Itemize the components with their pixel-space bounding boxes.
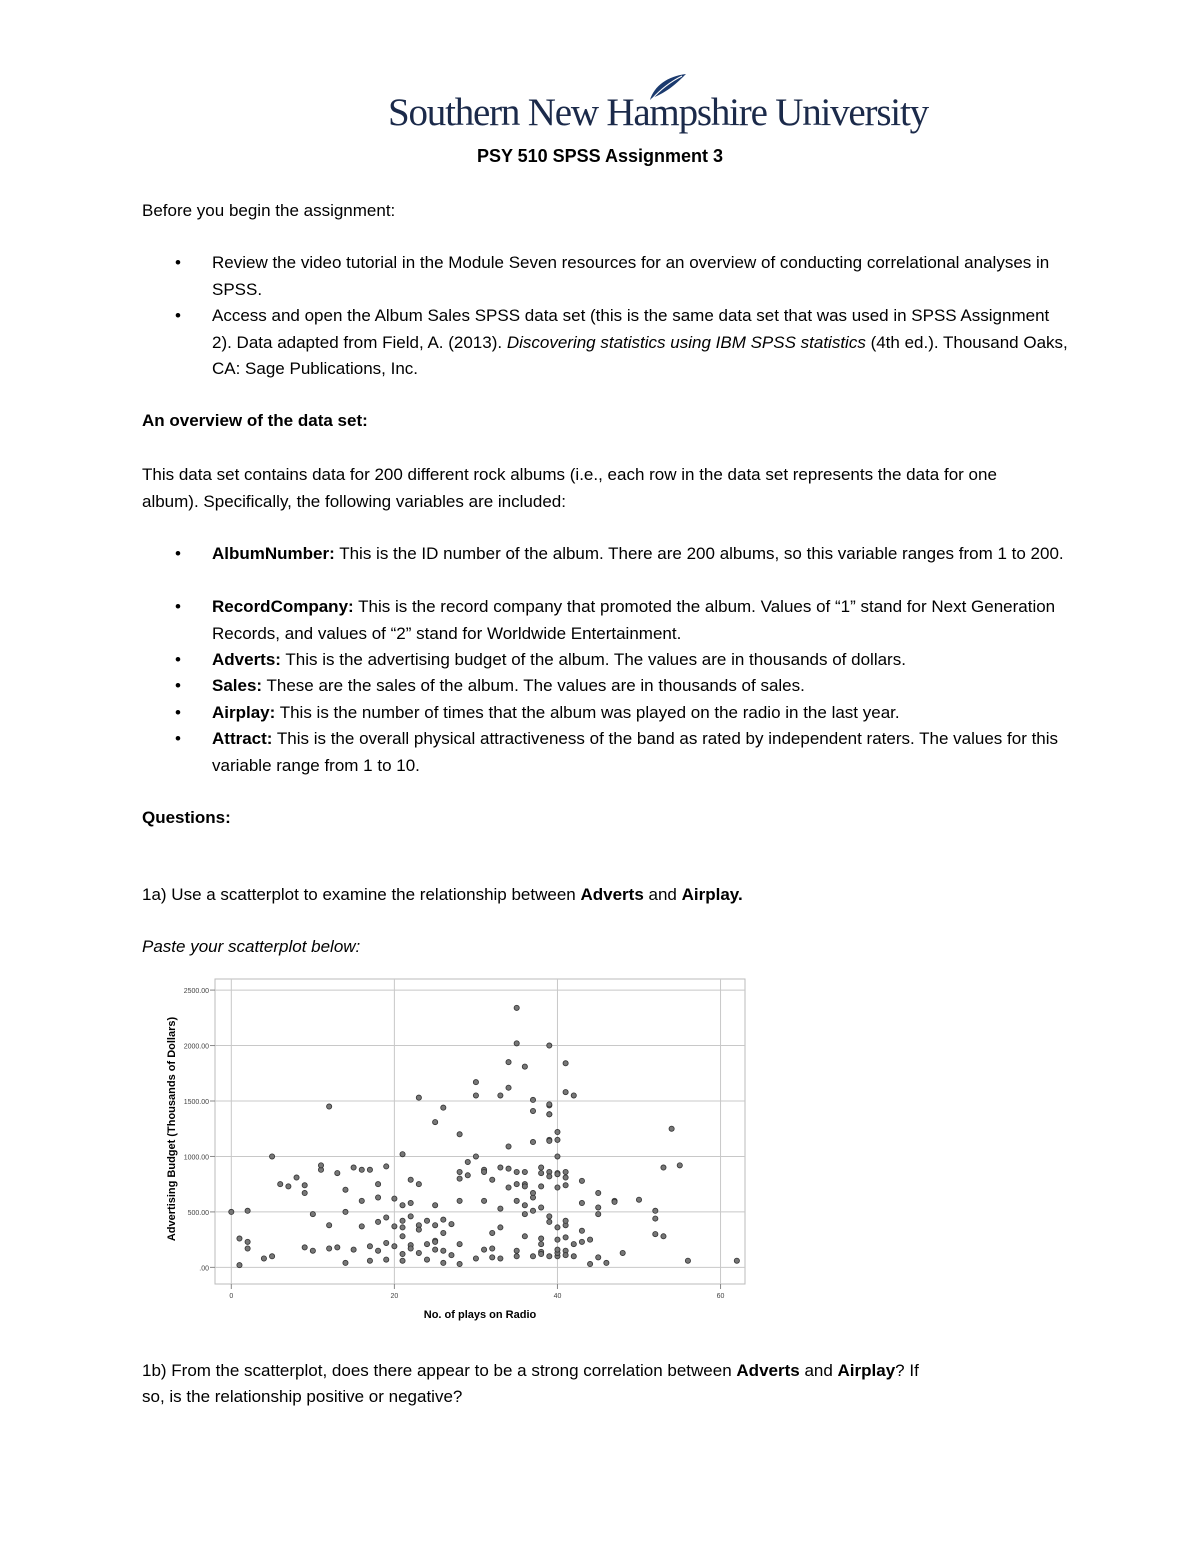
scatter-point [685, 1258, 690, 1263]
scatter-point [522, 1212, 527, 1217]
scatter-point [506, 1144, 511, 1149]
scatter-point [579, 1200, 584, 1205]
scatter-point [661, 1234, 666, 1239]
x-tick-label: 0 [229, 1293, 234, 1300]
y-axis-label: Advertising Budget (Thousands of Dollars) [166, 1016, 178, 1242]
scatter-point [424, 1218, 429, 1223]
paste-instruction: Paste your scatterplot below: [142, 937, 361, 956]
scatter-point [400, 1203, 405, 1208]
scatter-point [310, 1212, 315, 1217]
q1b-var-airplay: Airplay [837, 1361, 896, 1380]
scatter-point [530, 1139, 535, 1144]
scatter-point [400, 1251, 405, 1256]
scatter-point [522, 1203, 527, 1208]
variable-desc: This is the advertising budget of the album. The values are in thousands of dollars. [280, 650, 906, 669]
scatter-point [416, 1250, 421, 1255]
scatter-point [653, 1208, 658, 1213]
questions-heading: Questions: [142, 808, 231, 827]
variable-term: Adverts: [212, 650, 281, 669]
scatter-point [596, 1205, 601, 1210]
scatter-point [539, 1184, 544, 1189]
scatter-point [384, 1257, 389, 1262]
variable-term: Attract: [212, 729, 273, 748]
bullet-icon: • [175, 703, 181, 722]
scatter-point [473, 1093, 478, 1098]
x-axis-label: No. of plays on Radio [423, 1309, 537, 1321]
quill-leaf-icon [640, 72, 690, 102]
scatter-point [669, 1126, 674, 1131]
scatter-point [522, 1169, 527, 1174]
q1a-text: 1a) Use a scatterplot to examine the relationship between [142, 885, 581, 904]
scatter-point [563, 1061, 568, 1066]
scatter-point [359, 1224, 364, 1229]
scatter-point [245, 1246, 250, 1251]
scatter-point [547, 1138, 552, 1143]
scatter-point [522, 1234, 527, 1239]
scatter-point [416, 1095, 421, 1100]
scatter-point [335, 1245, 340, 1250]
document-title: PSY 510 SPSS Assignment 3 [476, 146, 724, 166]
scatter-point [359, 1198, 364, 1203]
scatter-point [579, 1239, 584, 1244]
scatter-point [563, 1235, 568, 1240]
x-tick-label: 20 [390, 1293, 399, 1300]
scatter-point [490, 1177, 495, 1182]
scatter-point [612, 1199, 617, 1204]
scatter-point [269, 1154, 274, 1159]
variable-desc: These are the sales of the album. The values are in thousands of sales. [262, 676, 805, 695]
scatter-point [318, 1163, 323, 1168]
scatter-point [579, 1228, 584, 1233]
scatter-point [457, 1176, 462, 1181]
scatter-point [367, 1258, 372, 1263]
scatter-point [481, 1247, 486, 1252]
scatter-point [229, 1209, 234, 1214]
scatter-point [367, 1244, 372, 1249]
scatter-point [547, 1102, 552, 1107]
scatter-point [327, 1223, 332, 1228]
q1b-if: ? If [895, 1361, 919, 1380]
scatter-point [465, 1173, 470, 1178]
scatter-point [539, 1205, 544, 1210]
scatter-point [384, 1240, 389, 1245]
question-1b [142, 1358, 919, 1384]
scatter-point [465, 1159, 470, 1164]
scatter-point [571, 1241, 576, 1246]
variable-desc: This is the number of times that the album was played on the radio in the last year. [275, 703, 900, 722]
scatter-point [555, 1237, 560, 1242]
scatter-point [490, 1255, 495, 1260]
scatter-point [734, 1258, 739, 1263]
scatter-point [506, 1085, 511, 1090]
scatter-point [433, 1223, 438, 1228]
variable-item-recordcompany [212, 594, 1072, 647]
scatter-point [530, 1108, 535, 1113]
scatter-point [457, 1261, 462, 1266]
scatter-point [351, 1165, 356, 1170]
scatter-point [441, 1105, 446, 1110]
scatter-point [392, 1196, 397, 1201]
variable-term: AlbumNumber: [212, 544, 335, 563]
scatter-point [620, 1250, 625, 1255]
scatter-point [530, 1190, 535, 1195]
scatter-point [473, 1154, 478, 1159]
variable-desc: This is the overall physical attractiveness of the band as rated by independent raters. The values for this variable range from 1 to 10. [212, 729, 1059, 775]
variable-desc: This is the record company that promoted the album. Values of “1” stand for Next Generation Records, and values of “2” stand for Worldwide Entertainment. [212, 597, 1056, 643]
scatter-point [587, 1237, 592, 1242]
y-tick-label: .00 [199, 1265, 209, 1273]
y-tick-label: 2000.00 [183, 1043, 209, 1051]
scatter-point [441, 1260, 446, 1265]
scatter-point [539, 1170, 544, 1175]
scatter-point [441, 1217, 446, 1222]
scatter-point [490, 1230, 495, 1235]
scatter-point [596, 1212, 601, 1217]
overview-heading: An overview of the data set: [142, 411, 368, 430]
variable-item-airplay [212, 700, 1072, 727]
scatter-point [596, 1190, 601, 1195]
scatter-point [514, 1182, 519, 1187]
scatter-point [367, 1167, 372, 1172]
variable-term: Airplay: [212, 703, 276, 722]
variable-item-sales [212, 673, 1072, 700]
variable-term: Sales: [212, 676, 263, 695]
scatter-point [563, 1175, 568, 1180]
scatter-point [490, 1246, 495, 1251]
question-1b-line2: so, is the relationship positive or negative? [142, 1387, 463, 1406]
scatter-point [400, 1218, 405, 1223]
scatter-point [408, 1214, 413, 1219]
question-1a [142, 882, 743, 908]
scatter-point [498, 1093, 503, 1098]
scatter-point [400, 1258, 405, 1263]
scatter-point [563, 1253, 568, 1258]
scatter-point [563, 1169, 568, 1174]
scatter-point [555, 1129, 560, 1134]
scatter-point [286, 1184, 291, 1189]
bullet-icon: • [175, 597, 181, 616]
scatter-point [653, 1231, 658, 1236]
scatter-point [302, 1183, 307, 1188]
scatter-point [424, 1257, 429, 1262]
scatter-point [351, 1247, 356, 1252]
scatter-point [408, 1177, 413, 1182]
scatter-point [392, 1244, 397, 1249]
y-tick-label: 1000.00 [183, 1154, 209, 1162]
q1a-and: and [643, 885, 682, 904]
scatter-point [555, 1247, 560, 1252]
scatter-point [375, 1195, 380, 1200]
scatter-point [237, 1236, 242, 1241]
bullet-icon: • [175, 544, 181, 563]
scatter-point [530, 1254, 535, 1259]
scatter-point [392, 1224, 397, 1229]
scatter-point [506, 1185, 511, 1190]
scatterplot [155, 975, 755, 1335]
bullet-icon: • [175, 306, 181, 325]
scatter-point [506, 1166, 511, 1171]
intro-bullet-1: Review the video tutorial in the Module Seven resources for an overview of conducting correlational analyses in SPSS. [212, 253, 1050, 299]
variable-item-albumnumber [212, 541, 1072, 568]
scatter-point [522, 1184, 527, 1189]
scatter-point [343, 1260, 348, 1265]
scatter-point [596, 1255, 601, 1260]
scatter-point [433, 1119, 438, 1124]
scatter-point [514, 1198, 519, 1203]
university-logo [388, 72, 928, 134]
y-tick-label: 1500.00 [183, 1099, 209, 1106]
x-tick-label: 40 [553, 1293, 562, 1300]
scatter-point [237, 1263, 242, 1268]
scatter-point [547, 1174, 552, 1179]
logo-text: Southern New Hampshire University [388, 91, 928, 134]
scatter-point [514, 1169, 519, 1174]
bullet-icon: • [175, 650, 181, 669]
scatter-point [343, 1187, 348, 1192]
scatter-point [587, 1261, 592, 1266]
scatter-point [400, 1234, 405, 1239]
scatter-point [302, 1190, 307, 1195]
scatter-point [441, 1230, 446, 1235]
scatter-point [555, 1137, 560, 1142]
bullet-icon: • [175, 676, 181, 695]
scatter-point [400, 1152, 405, 1157]
q1b-text: 1b) From the scatterplot, does there appear to be a strong correlation between [142, 1361, 737, 1380]
scatter-point [661, 1165, 666, 1170]
scatter-point [539, 1241, 544, 1246]
scatter-point [563, 1090, 568, 1095]
scatter-point [473, 1080, 478, 1085]
scatter-point [278, 1182, 283, 1187]
scatter-point [327, 1246, 332, 1251]
scatter-point [530, 1208, 535, 1213]
scatter-point [433, 1239, 438, 1244]
scatter-point [449, 1253, 454, 1258]
scatter-point [539, 1236, 544, 1241]
scatter-point [555, 1154, 560, 1159]
scatter-point [473, 1256, 478, 1261]
scatter-point [555, 1185, 560, 1190]
q1a-var-airplay: Airplay. [681, 885, 743, 904]
scatter-point [294, 1175, 299, 1180]
intro-lead: Before you begin the assignment: [142, 201, 396, 220]
scatter-point [457, 1241, 462, 1246]
scatter-point [359, 1167, 364, 1172]
scatter-point [547, 1214, 552, 1219]
scatter-point [310, 1248, 315, 1253]
scatter-point [302, 1245, 307, 1250]
scatter-point [555, 1172, 560, 1177]
scatter-point [441, 1248, 446, 1253]
scatter-point [375, 1248, 380, 1253]
scatter-point [498, 1256, 503, 1261]
scatter-point [335, 1170, 340, 1175]
book-title: Discovering statistics using IBM SPSS statistics [506, 332, 866, 352]
scatter-point [375, 1182, 380, 1187]
bullet-icon: • [175, 253, 181, 272]
scatter-point [433, 1247, 438, 1252]
scatter-point [408, 1200, 413, 1205]
scatter-point [375, 1219, 380, 1224]
scatter-point [555, 1225, 560, 1230]
scatter-point [269, 1254, 274, 1259]
variable-term: RecordCompany: [212, 597, 354, 616]
bullet2-text-a: Access and open the Album Sales SPSS data set (this is the same data set that was used in SPSS Assignment 2). Data adapted from Field, A. (2013). [212, 306, 1050, 352]
variable-desc: This is the ID number of the album. There are 200 albums, so this variable ranges from 1 to 200. [334, 544, 1064, 563]
scatter-point [400, 1225, 405, 1230]
variable-item-adverts [212, 647, 1072, 674]
scatter-point [498, 1206, 503, 1211]
scatter-point [416, 1182, 421, 1187]
scatter-point [547, 1112, 552, 1117]
scatter-point [653, 1216, 658, 1221]
scatter-point [547, 1254, 552, 1259]
scatter-point [457, 1132, 462, 1137]
scatter-point [571, 1093, 576, 1098]
scatter-point [604, 1260, 609, 1265]
scatter-point [514, 1254, 519, 1259]
scatter-point [449, 1222, 454, 1227]
bullet-icon: • [175, 729, 181, 748]
bullet2-text-b: (4th ed.). Thousand Oaks, CA: Sage Publications, Inc. [212, 332, 1068, 378]
scatter-point [261, 1256, 266, 1261]
scatter-point [579, 1178, 584, 1183]
intro-bullet-2 [212, 303, 1072, 383]
scatter-point [539, 1251, 544, 1256]
scatter-point [636, 1197, 641, 1202]
scatter-point [547, 1043, 552, 1048]
scatter-point [563, 1183, 568, 1188]
scatter-point [498, 1225, 503, 1230]
scatter-point [481, 1198, 486, 1203]
scatter-point [343, 1209, 348, 1214]
scatter-point [514, 1248, 519, 1253]
scatter-point [539, 1165, 544, 1170]
scatter-point [245, 1239, 250, 1244]
scatter-point [547, 1219, 552, 1224]
scatter-point [457, 1169, 462, 1174]
scatter-point [384, 1164, 389, 1169]
scatter-point [433, 1203, 438, 1208]
scatter-point [327, 1104, 332, 1109]
y-tick-label: 500.00 [187, 1209, 209, 1217]
scatter-point [408, 1246, 413, 1251]
variable-item-attract [212, 726, 1072, 779]
scatter-point [424, 1241, 429, 1246]
y-tick-label: 2500.00 [183, 988, 209, 996]
scatter-point [571, 1254, 576, 1259]
scatter-point [514, 1005, 519, 1010]
scatter-point [514, 1041, 519, 1046]
scatter-point [522, 1064, 527, 1069]
scatter-point [384, 1215, 389, 1220]
q1a-var-adverts: Adverts [580, 885, 644, 904]
scatter-point [530, 1097, 535, 1102]
scatter-point [416, 1227, 421, 1232]
scatter-point [506, 1060, 511, 1065]
x-tick-label: 60 [716, 1293, 725, 1300]
scatter-point [245, 1208, 250, 1213]
overview-paragraph: This data set contains data for 200 different rock albums (i.e., each row in the data set represents the data for one album). Specifically, the following variables are included: [142, 465, 997, 511]
scatter-point [481, 1169, 486, 1174]
scatter-point [563, 1218, 568, 1223]
q1b-and: and [799, 1361, 838, 1380]
scatter-point [457, 1198, 462, 1203]
q1b-var-adverts: Adverts [736, 1361, 800, 1380]
scatter-point [498, 1165, 503, 1170]
scatter-point [677, 1163, 682, 1168]
